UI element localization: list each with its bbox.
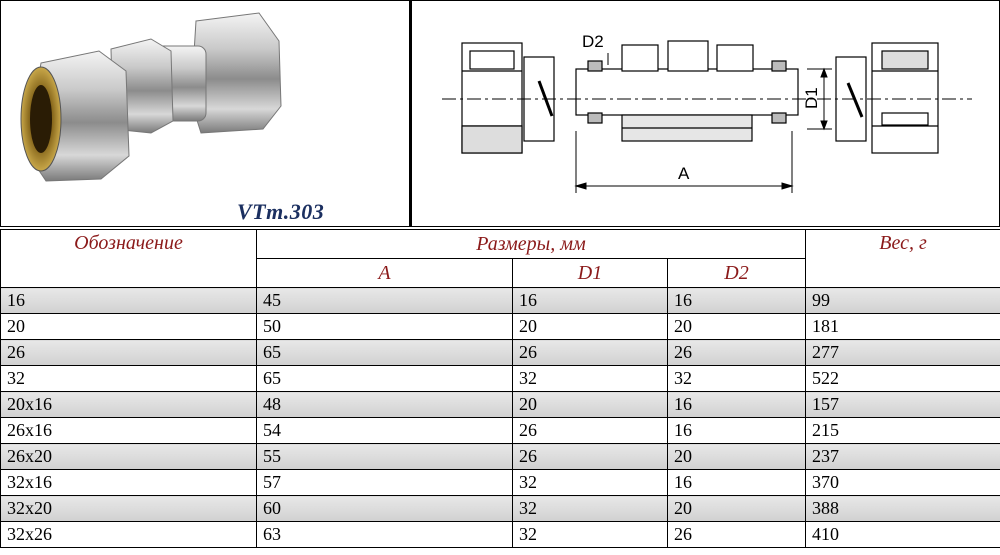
d1-cell: 26	[513, 340, 668, 366]
header-d1: D1	[513, 259, 668, 288]
d2-cell: 16	[668, 418, 806, 444]
table-row	[1, 288, 1000, 314]
designation-cell: 26x16	[1, 418, 257, 444]
d2-cell: 20	[668, 314, 806, 340]
table-row	[1, 366, 1000, 392]
weight-cell: 99	[806, 288, 1000, 314]
weight-cell: 215	[806, 418, 1000, 444]
technical-drawing	[412, 1, 998, 226]
d1-cell: 20	[513, 314, 668, 340]
table-row	[1, 418, 1000, 444]
table-row	[1, 496, 1000, 522]
d2-cell: 20	[668, 444, 806, 470]
dimensions-table	[0, 229, 1000, 548]
table-row	[1, 392, 1000, 418]
designation-cell: 26x20	[1, 444, 257, 470]
a-cell: 48	[257, 392, 513, 418]
d2-cell: 26	[668, 522, 806, 548]
header-weight: Вес, г	[806, 230, 1000, 288]
weight-cell: 522	[806, 366, 1000, 392]
dimensions-table-wrap	[0, 229, 1000, 555]
table-row	[1, 340, 1000, 366]
table-row	[1, 470, 1000, 496]
d1-cell: 32	[513, 470, 668, 496]
designation-cell: 16	[1, 288, 257, 314]
a-cell: 65	[257, 340, 513, 366]
a-cell: 60	[257, 496, 513, 522]
d1-cell: 20	[513, 392, 668, 418]
a-cell: 57	[257, 470, 513, 496]
top-panel	[0, 0, 1000, 229]
designation-cell: 20	[1, 314, 257, 340]
table-body	[1, 288, 1000, 548]
technical-drawing-panel	[410, 0, 1000, 227]
table-row	[1, 522, 1000, 548]
table-row	[1, 314, 1000, 340]
d2-cell: 16	[668, 470, 806, 496]
weight-cell: 388	[806, 496, 1000, 522]
label-a: A	[678, 164, 690, 183]
weight-cell: 410	[806, 522, 1000, 548]
designation-cell: 32x16	[1, 470, 257, 496]
weight-cell: 181	[806, 314, 1000, 340]
label-d2: D2	[582, 32, 604, 51]
designation-cell: 32	[1, 366, 257, 392]
weight-cell: 277	[806, 340, 1000, 366]
designation-cell: 20x16	[1, 392, 257, 418]
d2-cell: 20	[668, 496, 806, 522]
weight-cell: 237	[806, 444, 1000, 470]
designation-cell: 32x26	[1, 522, 257, 548]
header-dimensions: Размеры, мм	[257, 230, 806, 259]
a-cell: 63	[257, 522, 513, 548]
fitting-photo	[1, 1, 409, 226]
header-designation: Обозначение	[1, 230, 257, 288]
product-photo-panel	[0, 0, 410, 227]
weight-cell: 157	[806, 392, 1000, 418]
a-cell: 65	[257, 366, 513, 392]
d1-cell: 26	[513, 444, 668, 470]
header-a: A	[257, 259, 513, 288]
d2-cell: 16	[668, 288, 806, 314]
a-cell: 54	[257, 418, 513, 444]
d2-cell: 16	[668, 392, 806, 418]
d1-cell: 26	[513, 418, 668, 444]
label-d1: D1	[802, 87, 821, 109]
d1-cell: 32	[513, 366, 668, 392]
d2-cell: 26	[668, 340, 806, 366]
a-cell: 45	[257, 288, 513, 314]
table-row	[1, 444, 1000, 470]
d1-cell: 32	[513, 496, 668, 522]
d1-cell: 32	[513, 522, 668, 548]
designation-cell: 26	[1, 340, 257, 366]
header-d2: D2	[668, 259, 806, 288]
model-code: VTm.303	[237, 199, 325, 224]
a-cell: 50	[257, 314, 513, 340]
a-cell: 55	[257, 444, 513, 470]
d1-cell: 16	[513, 288, 668, 314]
weight-cell: 370	[806, 470, 1000, 496]
designation-cell: 32x20	[1, 496, 257, 522]
d2-cell: 32	[668, 366, 806, 392]
